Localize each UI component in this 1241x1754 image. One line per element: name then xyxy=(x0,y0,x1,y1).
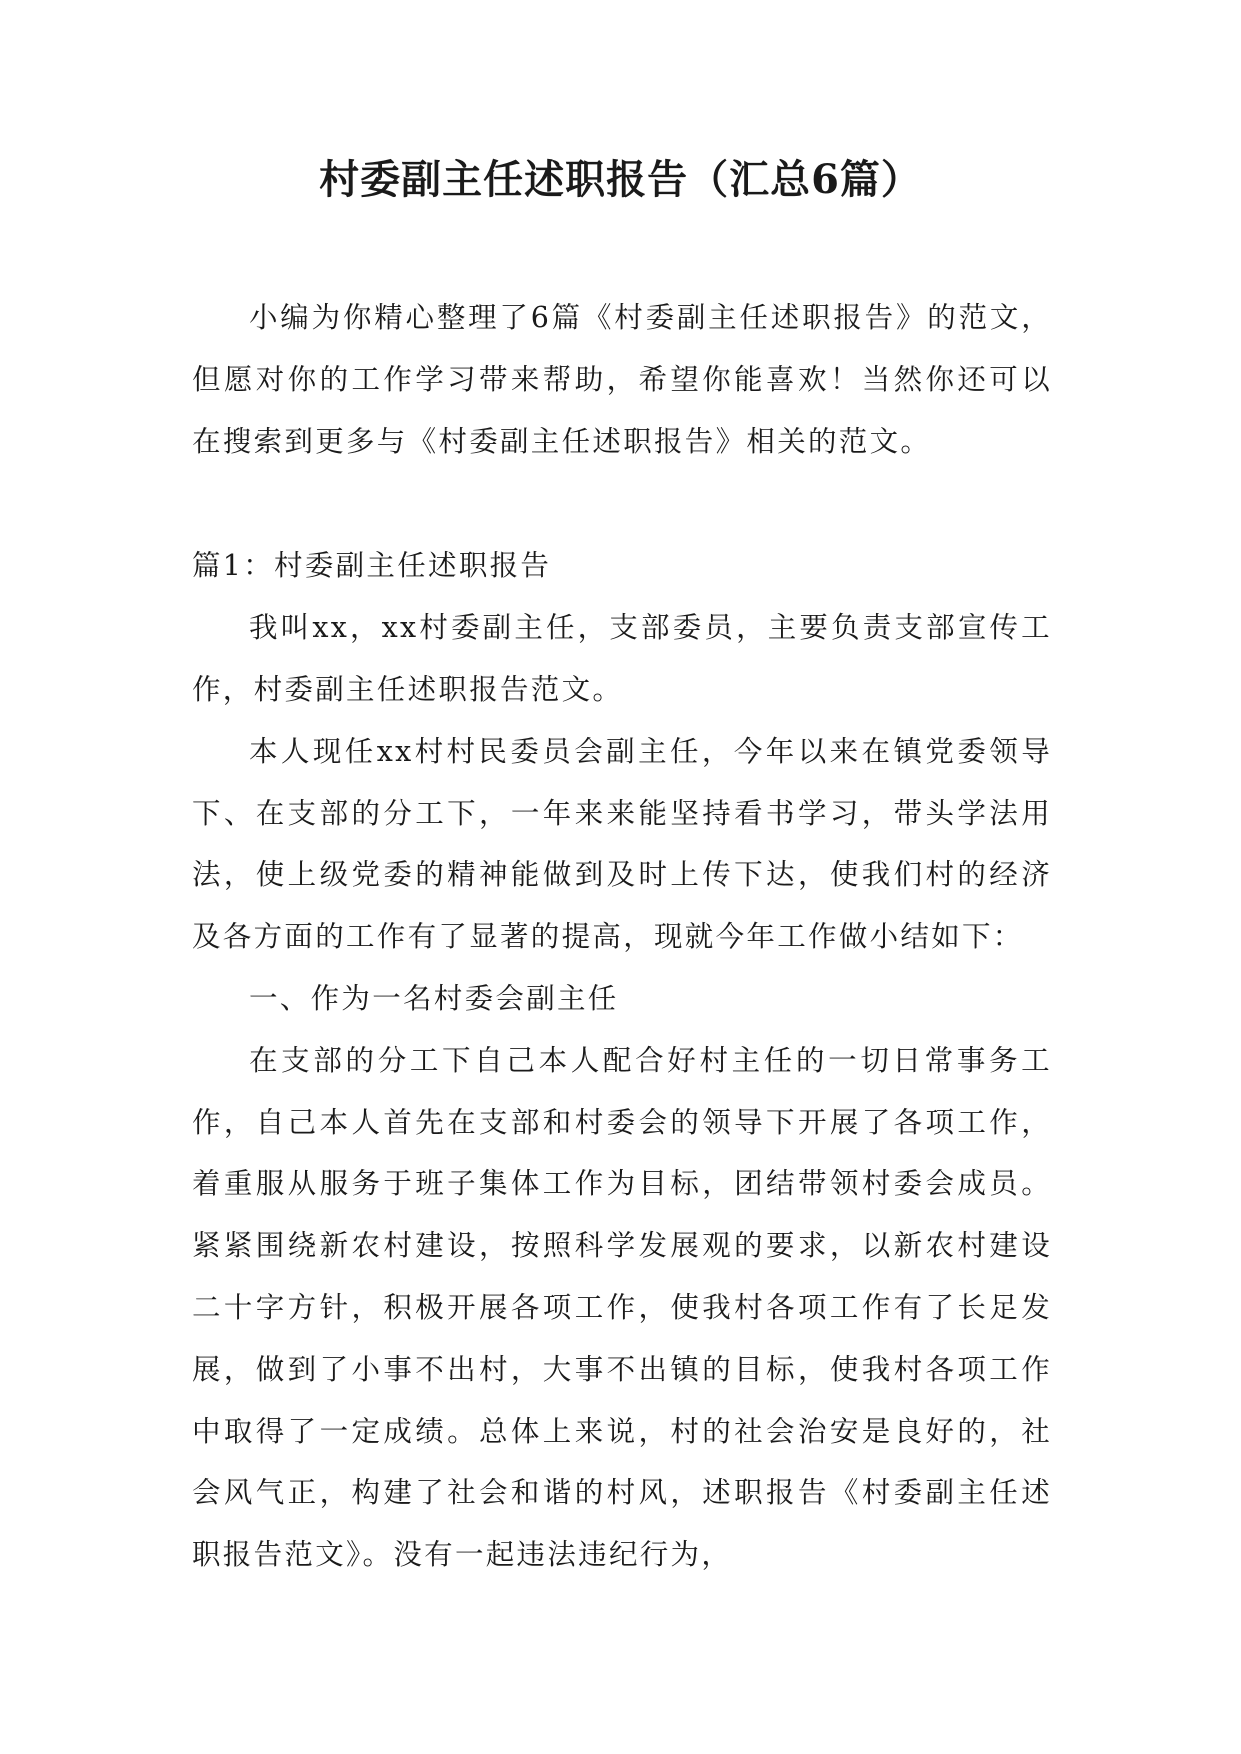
body-paragraph: 在支部的分工下自己本人配合好村主任的一切日常事务工作，自己本人首先在支部和村委会的领导下开展了各项工作，着重服从服务于班子集体工作为目标，团结带领村委会成员。紧紧围绕新农村建设，按照科学发展观的要求，以新农村建设二十字方针，积极开展各项工作，使我村各项工作有了长足发展，做到了小事不出村，大事不出镇的目标，使我村各项工作中取得了一定成绩。总体上来说，村的社会治安是良好的，社会风气正，构建了社会和谐的村风，述职报告《村委副主任述职报告范文》。没有一起违法违纪行为， xyxy=(192,1043,1052,1572)
subheading-paragraph: 一、作为一名村委会副主任 xyxy=(249,981,619,1015)
body-paragraph: 本人现任xx村村民委员会副主任，今年以来在镇党委领导下、在支部的分工下，一年来来能坚持看书学习，带头学法用法，使上级党委的精神能做到及时上传下达，使我们村的经济及各方面的工作有了显著的提高，现就今年工作做小结如下： xyxy=(192,734,1052,954)
document-title: 村委副主任述职报告（汇总6篇） xyxy=(319,156,922,203)
document-body xyxy=(192,287,1052,1586)
body-paragraph: 我叫xx，xx村委副主任，支部委员，主要负责支部宣传工作，村委副主任述职报告范文。 xyxy=(192,611,1052,706)
section-title: 篇1：村委副主任述职报告 xyxy=(192,549,552,583)
intro-paragraph: 小编为你精心整理了6篇《村委副主任述职报告》的范文，但愿对你的工作学习带来帮助，希望你能喜欢！当然你还可以在搜索到更多与《村委副主任述职报告》相关的范文。 xyxy=(192,301,1052,458)
